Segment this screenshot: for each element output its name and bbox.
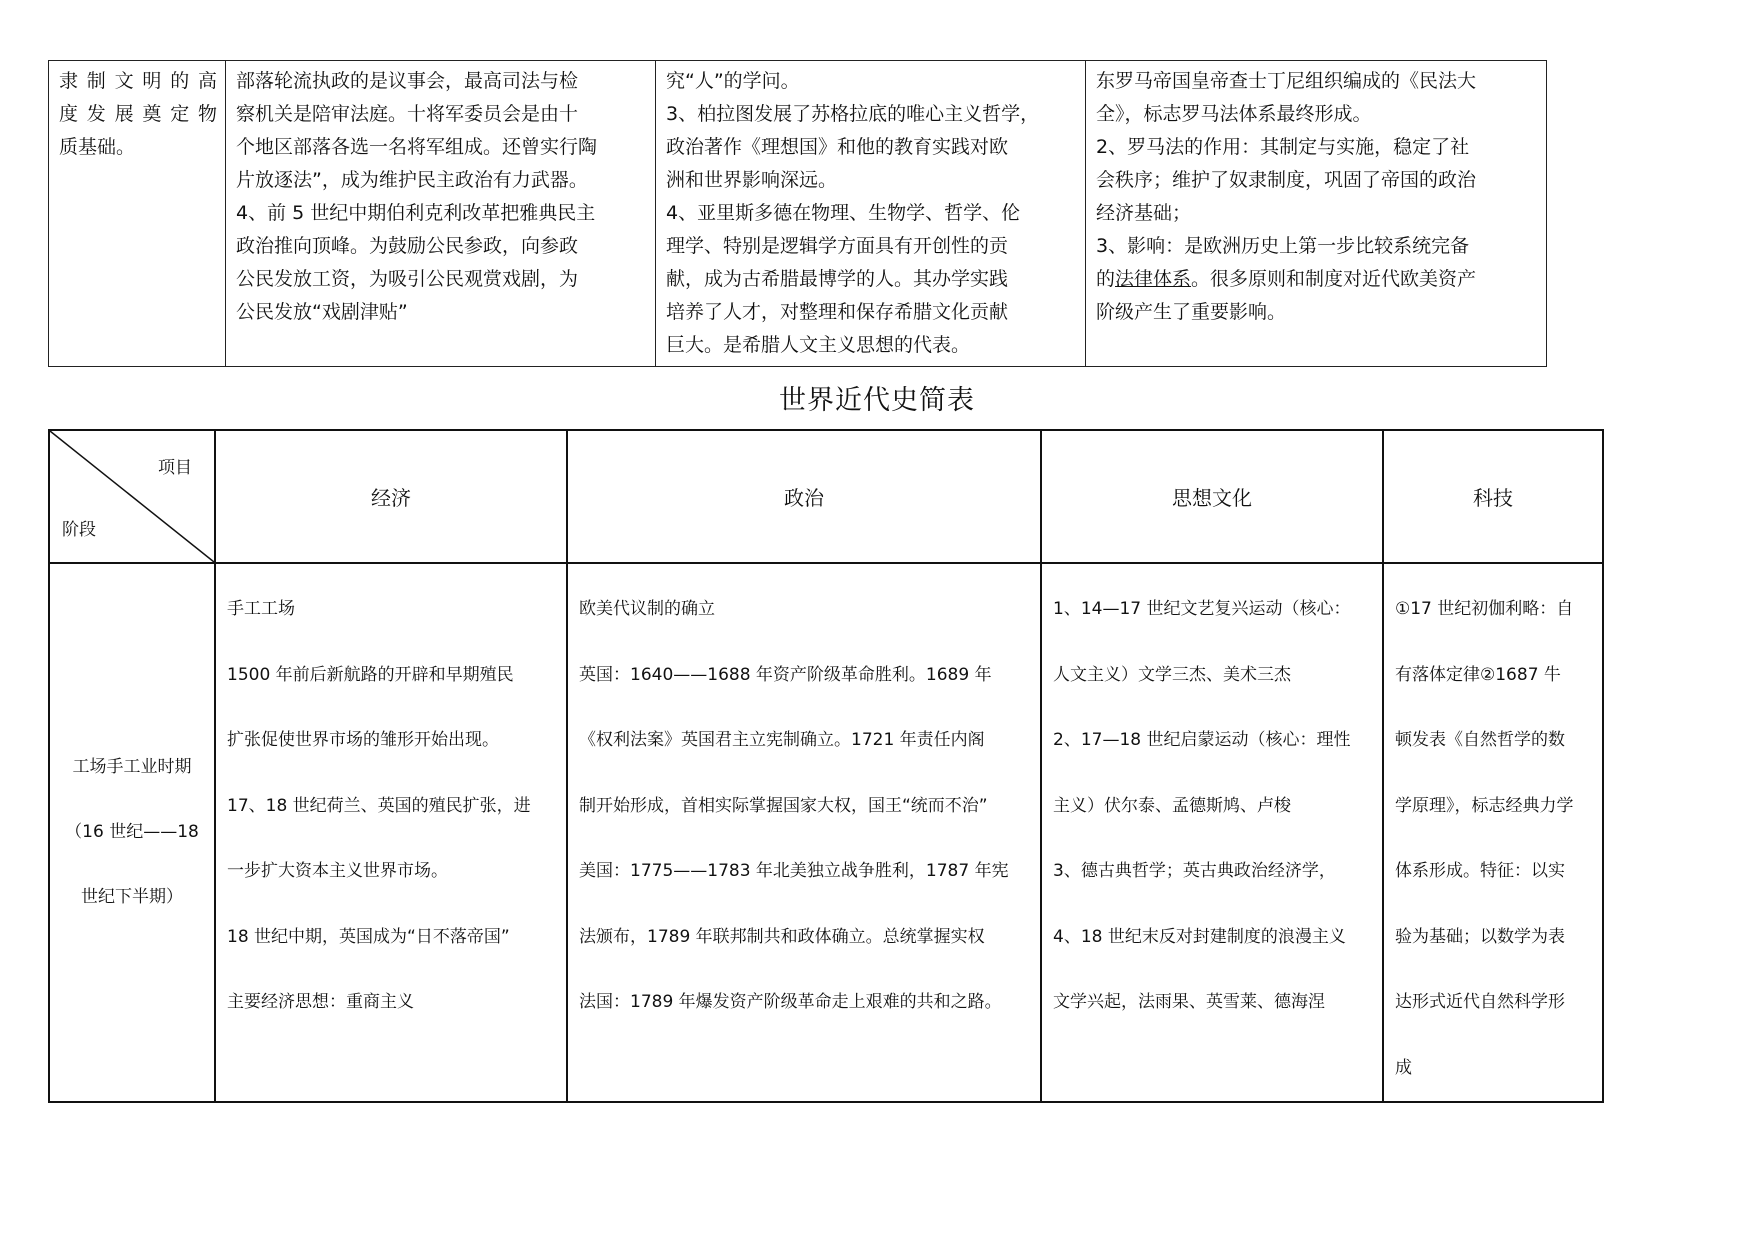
science-cell xyxy=(1383,563,1603,1102)
cell-line: 扩张促使世界市场的雏形开始出现。 xyxy=(227,730,499,750)
economy-cell xyxy=(215,563,567,1102)
cell-line: 工场手工业时期 xyxy=(72,757,192,777)
column-header-economy: 经济 xyxy=(215,430,567,563)
cell-line: 成 xyxy=(1395,1057,1412,1078)
cell-line: 4、亚里斯多德在物理、生物学、哲学、伦 xyxy=(666,202,1021,224)
cell-line: 洲和世界影响深远。 xyxy=(666,169,838,191)
cell-line: 顿发表《自然哲学的数 xyxy=(1395,730,1565,750)
period-cell xyxy=(49,563,215,1102)
cell-line: 全》，标志罗马法体系最终形成。 xyxy=(1096,103,1372,125)
column-header-culture: 思想文化 xyxy=(1041,430,1383,563)
column-header-science: 科技 xyxy=(1383,430,1603,563)
cell-line: 主要经济思想：重商主义 xyxy=(227,992,414,1012)
cell-line: ①17 世纪初伽利略：自 xyxy=(1395,599,1574,619)
culture-cell xyxy=(1041,563,1383,1102)
cell-line: 究“人”的学问。 xyxy=(666,70,800,92)
cell-line: 3、影响：是欧洲历史上第一步比较系统完备 xyxy=(1096,235,1470,257)
cell-line: 学原理》，标志经典力学 xyxy=(1395,795,1574,816)
cell-line: 培养了人才，对整理和保存希腊文化贡献 xyxy=(666,301,1009,323)
cell-text: 的 xyxy=(1096,268,1116,290)
cell-line: 会秩序；维护了奴隶制度，巩固了帝国的政治 xyxy=(1096,169,1477,191)
cell-line: 2、罗马法的作用：其制定与实施，稳定了社 xyxy=(1096,136,1470,158)
cell-line: 18 世纪中期，英国成为“日不落帝国” xyxy=(227,926,510,947)
cell-line: 3、德古典哲学；英古典政治经济学， xyxy=(1053,861,1336,881)
cell-line: 度发展奠定物 xyxy=(59,103,217,125)
cell-line: 片放逐法”，成为维护民主政治有力武器。 xyxy=(236,169,588,191)
cell-line: 部落轮流执政的是议事会，最高司法与检 xyxy=(236,70,579,92)
table-header-row xyxy=(49,430,1603,563)
section-title: 世界近代史简表 xyxy=(779,385,975,416)
cell-line: 法国：1789 年爆发资产阶级革命走上艰难的共和之路。 xyxy=(579,992,1002,1012)
cell-line: 1、14—17 世纪文艺复兴运动（核心： xyxy=(1053,599,1351,619)
ancient-history-table xyxy=(48,60,1547,367)
cell-line: 政治推向顶峰。为鼓励公民参政，向参政 xyxy=(236,235,579,257)
cell-line: 《权利法案》英国君主立宪制确立。1721 年责任内阁 xyxy=(579,730,985,750)
cell-line: 欧美代议制的确立 xyxy=(579,599,715,619)
cell-line: 17、18 世纪荷兰、英国的殖民扩张，进 xyxy=(227,795,531,816)
cell-line: 4、前 5 世纪中期伯利克利改革把雅典民主 xyxy=(236,202,596,224)
corner-label-stage: 阶段 xyxy=(62,520,96,540)
cell-line: 公民发放“戏剧津贴” xyxy=(236,301,408,323)
cell-line: 法颁布，1789 年联邦制共和政体确立。总统掌握实权 xyxy=(579,926,985,947)
table-cell-roman-law xyxy=(1086,61,1547,367)
corner-header-cell xyxy=(49,430,215,563)
cell-line: 4、18 世纪末反对封建制度的浪漫主义 xyxy=(1053,926,1346,947)
cell-line: 世纪下半期） xyxy=(81,887,183,907)
cell-line: 质基础。 xyxy=(59,136,136,158)
cell-line: 体系形成。特征：以实 xyxy=(1395,861,1565,881)
table-cell-greek-thought xyxy=(656,61,1086,367)
cell-line: 隶制文明的高 xyxy=(59,70,217,92)
cell-line: 察机关是陪审法庭。十将军委员会是由十 xyxy=(236,103,579,125)
cell-line: 阶级产生了重要影响。 xyxy=(1096,301,1287,323)
corner-label-item: 项目 xyxy=(158,458,192,478)
cell-line: 有落体定律②1687 牛 xyxy=(1395,664,1561,685)
cell-line: 理学、特别是逻辑学方面具有开创性的贡 xyxy=(666,235,1009,257)
cell-line: 制开始形成，首相实际掌握国家大权，国王“统而不治” xyxy=(579,795,988,816)
cell-line: 个地区部落各选一名将军组成。还曾实行陶 xyxy=(236,136,598,158)
cell-line: 英国：1640——1688 年资产阶级革命胜利。1689 年 xyxy=(579,664,992,685)
cell-text: 。很多原则和制度对近代欧美资产 xyxy=(1191,268,1477,290)
cell-line: 美国：1775——1783 年北美独立战争胜利，1787 年宪 xyxy=(579,861,1009,881)
cell-line: 手工工场 xyxy=(227,599,295,619)
cell-line xyxy=(1096,263,1538,296)
underlined-term: 法律体系 xyxy=(1115,268,1192,290)
cell-line: 1500 年前后新航路的开辟和早期殖民 xyxy=(227,664,514,685)
table-row xyxy=(49,61,1547,367)
cell-line: 验为基础；以数学为表 xyxy=(1395,926,1565,947)
cell-line: 主义）伏尔泰、孟德斯鸠、卢梭 xyxy=(1053,795,1291,816)
cell-line: 达形式近代自然科学形 xyxy=(1395,992,1565,1012)
cell-line: 一步扩大资本主义世界市场。 xyxy=(227,861,448,881)
cell-line: 巨大。是希腊人文主义思想的代表。 xyxy=(666,334,971,356)
cell-line: 东罗马帝国皇帝查士丁尼组织编成的《民法大 xyxy=(1096,70,1477,92)
politics-cell xyxy=(567,563,1041,1102)
cell-line: 人文主义）文学三杰、美术三杰 xyxy=(1053,664,1291,685)
cell-line: 经济基础； xyxy=(1096,202,1192,224)
cell-line: 公民发放工资，为吸引公民观赏戏剧，为 xyxy=(236,268,579,290)
cell-line: 献，成为古希腊最博学的人。其办学实践 xyxy=(666,268,1009,290)
table-row xyxy=(49,563,1603,1102)
diagonal-divider xyxy=(50,431,214,562)
cell-line: 政治著作《理想国》和他的教育实践对欧 xyxy=(666,136,1009,158)
modern-history-table xyxy=(48,429,1604,1103)
table-cell-athens-politics xyxy=(226,61,656,367)
cell-line: 3、柏拉图发展了苏格拉底的唯心主义哲学， xyxy=(666,103,1040,125)
table-cell-stage-summary xyxy=(49,61,226,367)
cell-line: （16 世纪——18 xyxy=(65,822,199,842)
column-header-politics: 政治 xyxy=(567,430,1041,563)
cell-line: 文学兴起，法雨果、英雪莱、德海涅 xyxy=(1053,992,1325,1012)
cell-line: 2、17—18 世纪启蒙运动（核心：理性 xyxy=(1053,730,1351,750)
